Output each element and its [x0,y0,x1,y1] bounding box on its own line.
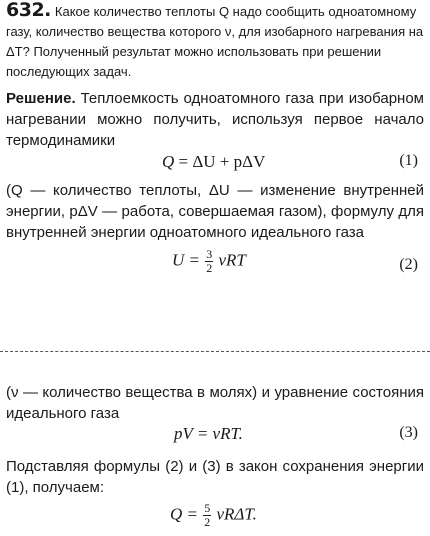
equation-2-lhs: U = [172,250,200,270]
equation-2-numerator: 3 [206,247,213,261]
equation-2-rhs: νRT [218,250,246,270]
solution-intro-text: Теплоемкость одноатомного газа при изобарном нагревании можно получить, используя первое начало термодинамики [6,90,424,149]
equation-2-fraction [205,248,213,275]
equation-1-rhs: = ΔU + pΔV [178,152,266,171]
solution-intro [6,88,424,151]
equation-4-fraction [203,502,211,529]
equation-2-denominator: 2 [206,261,213,275]
equation-1-lhs: Q [162,152,175,171]
equation-4 [170,502,257,529]
equation-4-denominator: 2 [204,515,211,529]
equation-4-rhs: νRΔT. [216,504,257,524]
equation-2 [172,248,246,275]
page-break-divider [0,351,430,352]
problem-text: Какое количество теплоты Q надо сообщить одноатомному газу, количество вещества которого ν, для изобарного нагревания на ΔT? Полученный результат можно использовать при решении последующих задач. [6,4,424,79]
equation-3 [174,424,243,444]
equation-3-text: pV = νRT. [174,424,243,443]
explanation-2: (ν — количество вещества в молях) и уравнение состояния идеального газа [6,384,424,422]
equation-1-number: (1) [399,152,418,169]
equation-3-number: (3) [399,424,418,441]
equation-4-numerator: 5 [204,501,211,515]
explanation-3: Подставляя формулы (2) и (3) в закон сохранения энергии (1), получаем: [6,458,424,496]
equation-1 [162,152,265,172]
equation-4-lhs: Q = [170,504,198,524]
equation-2-number: (2) [399,256,418,273]
problem-statement [6,0,426,82]
problem-number: 632. [6,0,51,21]
solution-label: Решение. [6,90,76,107]
explanation-1: (Q — количество теплоты, ΔU — изменение внутренней энергии, pΔV — работа, совершаемая газом), формулу для внутренней энергии одноатомного идеального газа [6,182,424,241]
